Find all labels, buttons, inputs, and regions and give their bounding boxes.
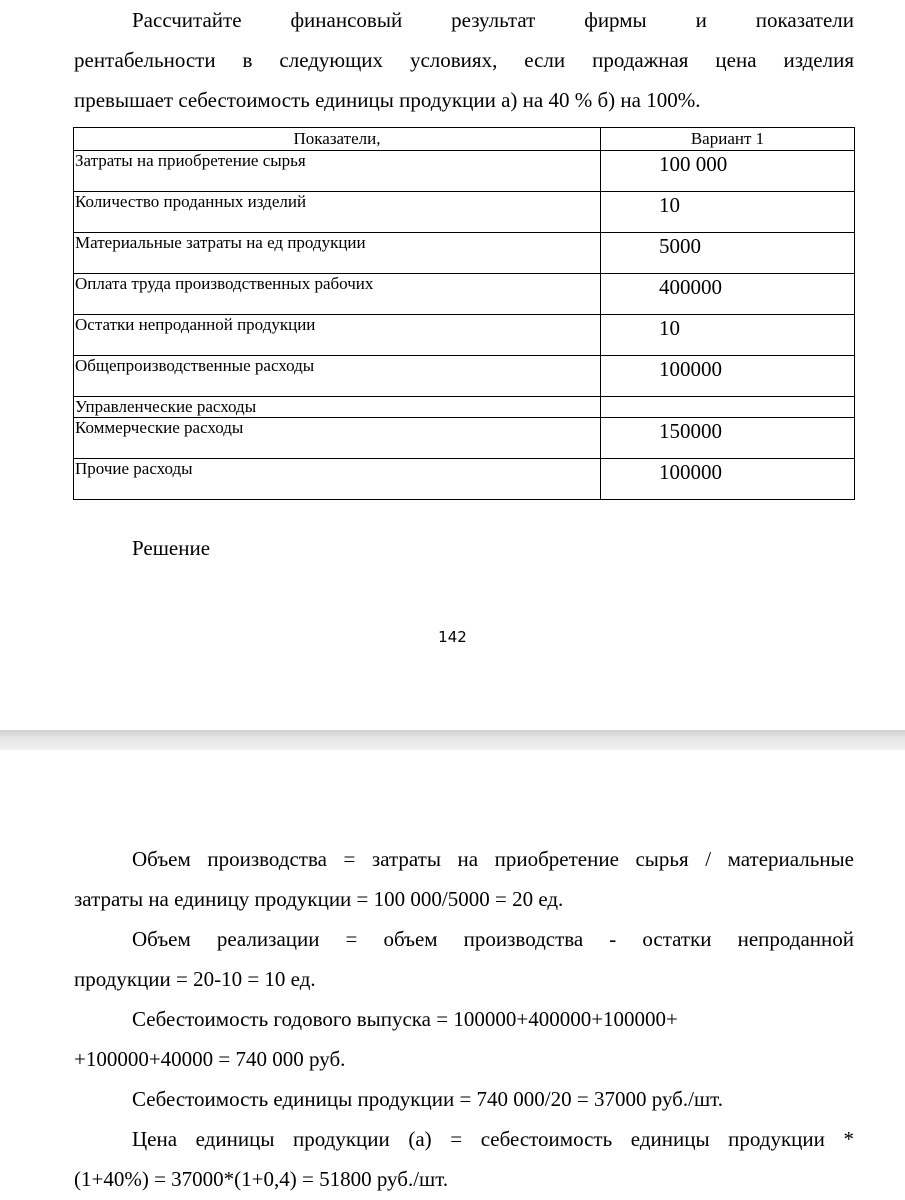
row-label: Остатки непроданной продукции: [74, 315, 601, 356]
problem-line-3: превышает себестоимость единицы продукции а) на 40 % б) на 100%.: [74, 88, 701, 112]
table-row: [74, 356, 855, 397]
row-value: [601, 397, 855, 418]
row-value: 10: [601, 315, 855, 356]
row-label: Прочие расходы: [74, 459, 601, 500]
solution-heading: Решение: [132, 536, 211, 560]
row-label: Оплата труда производственных рабочих: [74, 274, 601, 315]
table-row: [74, 192, 855, 233]
table-header-row: [74, 128, 855, 151]
header-indicators: Показатели,: [74, 128, 601, 151]
table-row: [74, 459, 855, 500]
row-value: 150000: [601, 418, 855, 459]
row-label: Затраты на приобретение сырья: [74, 151, 601, 192]
row-value: 10: [601, 192, 855, 233]
page-break: [0, 730, 905, 750]
table-row: [74, 418, 855, 459]
row-label: Общепроизводственные расходы: [74, 356, 601, 397]
document-page-bottom: [0, 750, 905, 1200]
row-value: 100 000: [601, 151, 855, 192]
row-label: Коммерческие расходы: [74, 418, 601, 459]
header-variant-1: Вариант 1: [601, 128, 855, 151]
page-number: 142: [438, 628, 467, 646]
row-label: Управленческие расходы: [74, 397, 601, 418]
row-value: 400000: [601, 274, 855, 315]
solution-p1-line-2: затраты на единицу продукции = 100 000/5000 = 20 ед.: [74, 887, 564, 911]
indicators-table: [73, 127, 855, 500]
row-value: 5000: [601, 233, 855, 274]
problem-line-2: рентабельности в следующих условиях, если продажная цена изделия: [74, 48, 854, 72]
solution-p3-line-1: Себестоимость годового выпуска = 100000+400000+100000+: [132, 1007, 678, 1031]
solution-p2-line-1: Объем реализации = объем производства - остатки непроданной: [132, 927, 854, 951]
row-label: Материальные затраты на ед продукции: [74, 233, 601, 274]
solution-p4-line-1: Себестоимость единицы продукции = 740 000/20 = 37000 руб./шт.: [132, 1087, 723, 1111]
table-row: [74, 274, 855, 315]
solution-p5-line-2: (1+40%) = 37000*(1+0,4) = 51800 руб./шт.: [74, 1167, 449, 1191]
table-row: [74, 233, 855, 274]
row-value: 100000: [601, 356, 855, 397]
solution-p2-line-2: продукции = 20-10 = 10 ед.: [74, 967, 316, 991]
row-value: 100000: [601, 459, 855, 500]
solution-p5-line-1: Цена единицы продукции (а) = себестоимость единицы продукции *: [132, 1127, 854, 1151]
row-label: Количество проданных изделий: [74, 192, 601, 233]
problem-line-1: Рассчитайте финансовый результат фирмы и показатели: [132, 8, 854, 32]
table-row: [74, 151, 855, 192]
table-row: [74, 315, 855, 356]
solution-p1-line-1: Объем производства = затраты на приобретение сырья / материальные: [132, 847, 854, 871]
table-row: [74, 397, 855, 418]
solution-p3-line-2: +100000+40000 = 740 000 руб.: [74, 1047, 346, 1071]
